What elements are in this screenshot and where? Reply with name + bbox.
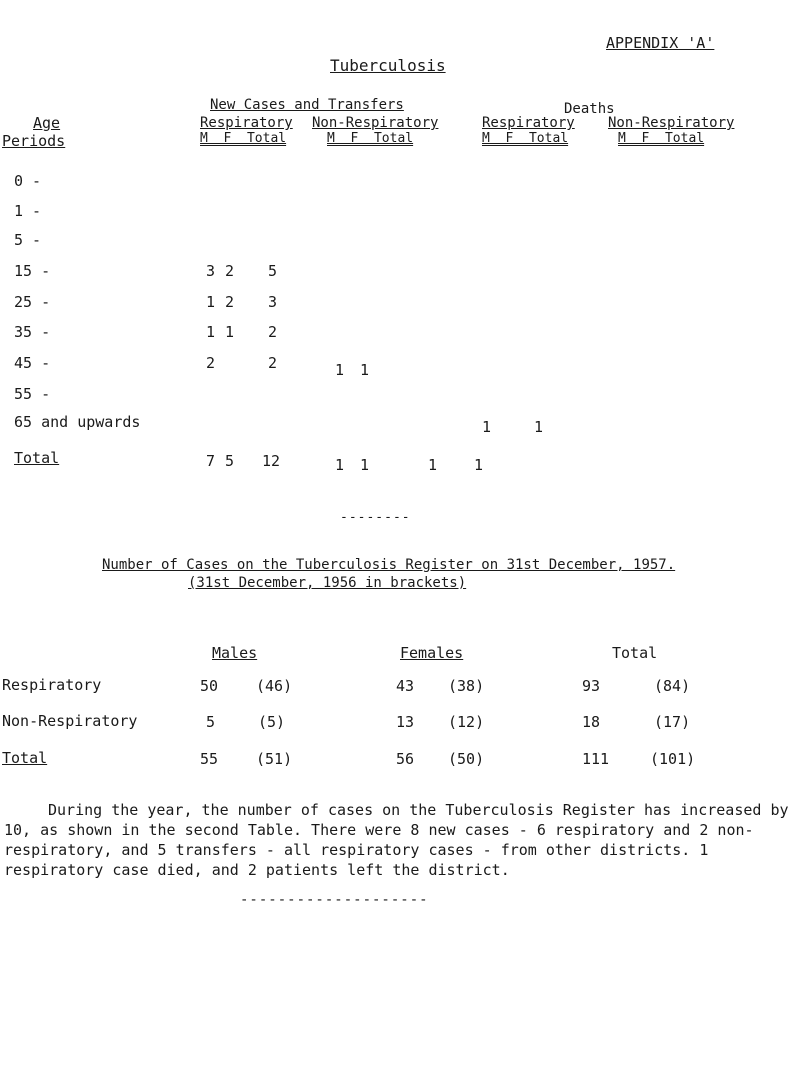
total-previous-value: (84) bbox=[654, 677, 691, 695]
total-new-resp-male: 7 bbox=[206, 452, 216, 470]
new-resp-male-cell: 2 bbox=[206, 354, 216, 372]
new-nonresp-male-cell: 1 bbox=[335, 361, 345, 379]
females-value: 43 bbox=[396, 677, 415, 695]
new-resp-total-cell: 2 bbox=[268, 354, 278, 372]
total-new-resp-total: 12 bbox=[262, 452, 281, 470]
deaths-resp-mft-header: M F Total bbox=[482, 131, 569, 146]
new-resp-female-cell: 2 bbox=[225, 262, 235, 280]
register-row-label: Non-Respiratory bbox=[2, 712, 138, 730]
age-row-label: 0 - bbox=[14, 172, 42, 190]
age-row-label: 5 - bbox=[14, 231, 42, 249]
new-resp-male-cell: 1 bbox=[206, 323, 216, 341]
females-previous-value: (12) bbox=[448, 713, 485, 731]
periods-header: Periods bbox=[2, 132, 66, 150]
deaths-resp-total-cell: 1 bbox=[534, 418, 544, 436]
deaths-non-respiratory-header: Non-Respiratory bbox=[608, 115, 735, 131]
males-header: Males bbox=[212, 644, 258, 662]
new-cases-group-header: New Cases and Transfers bbox=[210, 97, 404, 113]
appendix-label: APPENDIX 'A' bbox=[606, 34, 715, 52]
males-previous-value: (46) bbox=[256, 677, 293, 695]
total-value: 93 bbox=[582, 677, 601, 695]
females-previous-value: (38) bbox=[448, 677, 485, 695]
age-row-label: 25 - bbox=[14, 293, 51, 311]
total-deaths-resp-total: 1 bbox=[474, 456, 484, 474]
total-deaths-resp-male: 1 bbox=[428, 456, 438, 474]
males-value: 50 bbox=[200, 677, 219, 695]
register-subheading: (31st December, 1956 in brackets) bbox=[188, 575, 467, 591]
deaths-respiratory-header: Respiratory bbox=[482, 115, 575, 131]
total-new-nonresp-total: 1 bbox=[360, 456, 370, 474]
register-row-label: Respiratory bbox=[2, 676, 102, 694]
new-resp-female-cell: 1 bbox=[225, 323, 235, 341]
age-header: Age bbox=[33, 114, 61, 132]
females-value: 56 bbox=[396, 750, 415, 768]
new-nonresp-total-cell: 1 bbox=[360, 361, 370, 379]
males-value: 5 bbox=[206, 713, 216, 731]
new-resp-female-cell: 2 bbox=[225, 293, 235, 311]
page-title: Tuberculosis bbox=[330, 56, 446, 75]
age-row-label: 35 - bbox=[14, 323, 51, 341]
register-heading: Number of Cases on the Tuberculosis Register on 31st December, 1957. bbox=[102, 557, 676, 573]
total-value: 18 bbox=[582, 713, 601, 731]
new-resp-male-cell: 1 bbox=[206, 293, 216, 311]
females-value: 13 bbox=[396, 713, 415, 731]
total-previous-value: (17) bbox=[654, 713, 691, 731]
new-resp-mft-header: M F Total bbox=[200, 131, 287, 146]
males-value: 55 bbox=[200, 750, 219, 768]
males-previous-value: (51) bbox=[256, 750, 293, 768]
total-previous-value: (101) bbox=[650, 750, 696, 768]
females-header: Females bbox=[400, 644, 464, 662]
new-resp-total-cell: 5 bbox=[268, 262, 278, 280]
deaths-resp-male-cell: 1 bbox=[482, 418, 492, 436]
age-row-label: 1 - bbox=[14, 202, 42, 220]
table1-divider: -------- bbox=[340, 510, 411, 525]
new-non-respiratory-header: Non-Respiratory bbox=[312, 115, 439, 131]
new-resp-total-cell: 3 bbox=[268, 293, 278, 311]
total-header: Total bbox=[612, 644, 658, 662]
new-resp-male-cell: 3 bbox=[206, 262, 216, 280]
total-row-label: Total bbox=[14, 449, 60, 467]
deaths-group-header: Deaths bbox=[564, 101, 615, 117]
summary-paragraph bbox=[4, 800, 794, 880]
age-row-label: 15 - bbox=[14, 262, 51, 280]
total-new-resp-female: 5 bbox=[225, 452, 235, 470]
new-resp-total-cell: 2 bbox=[268, 323, 278, 341]
age-row-label: 45 - bbox=[14, 354, 51, 372]
males-previous-value: (5) bbox=[258, 713, 286, 731]
summary-text: During the year, the number of cases on the Tuberculosis Register has increased by 10, as shown in the second Table. There were 8 new cases - 6 respiratory and 2 non-respiratory, and 5 transfers - all respiratory cases - from other districts. 1 respiratory case died, and 2 patients left the district. bbox=[4, 801, 789, 879]
footer-divider: -------------------- bbox=[240, 892, 429, 908]
register-row-label: Total bbox=[2, 749, 48, 767]
age-row-label: 65 and upwards bbox=[14, 413, 141, 431]
deaths-nonresp-mft-header: M F Total bbox=[618, 131, 705, 146]
new-respiratory-header: Respiratory bbox=[200, 115, 293, 131]
total-value: 111 bbox=[582, 750, 610, 768]
new-nonresp-mft-header: M F Total bbox=[327, 131, 414, 146]
total-new-nonresp-male: 1 bbox=[335, 456, 345, 474]
age-row-label: 55 - bbox=[14, 385, 51, 403]
females-previous-value: (50) bbox=[448, 750, 485, 768]
